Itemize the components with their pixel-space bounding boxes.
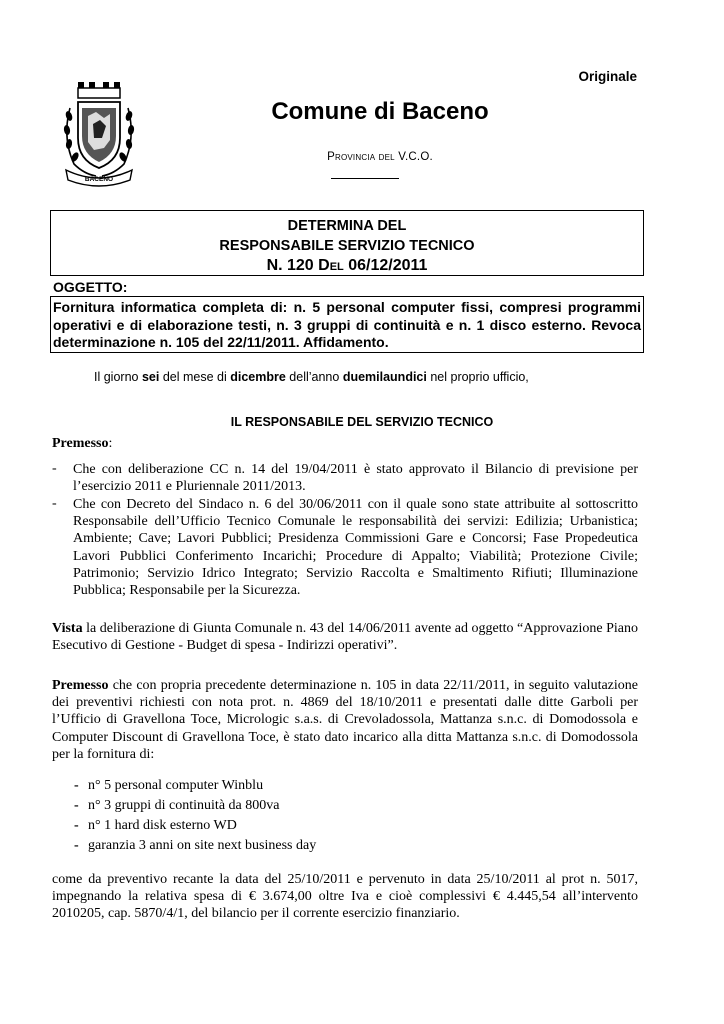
premesso-label: Premesso:	[52, 436, 113, 451]
bullet-dash: -	[52, 461, 57, 476]
determina-title-line1: DETERMINA DEL	[287, 218, 407, 234]
document-status: Originale	[578, 69, 637, 84]
bullet-dash: -	[52, 496, 57, 511]
closing-paragraph: come da preventivo recante la data del 25/10/2011 e pervenuto in data 25/10/2011 al prot n. 5017, impegnando la relativa spesa di € 3.674,00 oltre Iva e cioè complessivi € 4.445,54 all’intervento 2010205, cap. 5870/4/1, del bilancio per il corrente esercizio finanziario.	[52, 872, 638, 922]
oggetto-text: Fornitura informatica completa di: n. 5 personal computer fissi, compresi programmi operativi e di elaborazione testi, n. 3 gruppi di continuità e n. 1 disco esterno. Revoca determinazione n. 105 del 22/11/2011. Affidamento.	[50, 296, 644, 353]
premesso-item-2: Che con Decreto del Sindaco n. 6 del 30/06/2011 con il quale sono state attribuite al sottoscritto Responsabile dell’Ufficio Tecnico Comunale le responsabilità dei servizi: Edilizia; Urbanistica; Ambiente; Cave; Lavori Pubblici; Presidenza Commissioni Gare e Concorsi; Fase Propedeutica Lavori Pubblici Conferimento Incarichi; Procedure di Appalto; Viabilità; Protezione Civile; Patrimonio; Servizio Idrico Integrato; Servizio Raccolta e Smaltimento Rifiuti; Illuminazione Pubblica; Responsabile per la Sicurezza.	[73, 497, 638, 599]
crest-banner-text: BACENO	[84, 176, 114, 183]
header-divider	[331, 178, 399, 179]
vista-paragraph: Vista la deliberazione di Giunta Comunale n. 43 del 14/06/2011 avente ad oggetto “Approvazione Piano Esecutivo di Gestione - Budget di spesa - Indirizzi operativi”.	[52, 621, 638, 654]
premesso-paragraph: Premesso che con propria precedente determinazione n. 105 in data 22/11/2011, in seguito valutazione dei preventivi richiesti con nota prot. n. 4869 del 18/10/2011 e presentati dalle ditte Garboli per l’Ufficio di Gravellona Toce, Micrologic s.a.s. di Crevoladossola, Mattanza s.n.c. di Domodossola e Computer Discount di Gravellona Toce, è stato dato incarico alla ditta Mattanza s.n.c. di Domodossola per la fornitura di:	[52, 678, 638, 762]
supply-list-item: - n° 1 hard disk esterno WD	[74, 818, 237, 833]
section-heading: IL RESPONSABILE DEL SERVIZIO TECNICO	[230, 415, 494, 429]
determina-title-line2: RESPONSABILE SERVIZIO TECNICO	[219, 238, 475, 254]
supply-list-item: - n° 3 gruppi di continuità da 800va	[74, 798, 280, 813]
municipality-name: Comune di Baceno	[271, 98, 489, 125]
supply-list-item: - garanzia 3 anni on site next business day	[74, 838, 317, 853]
determina-title-box	[50, 210, 644, 276]
oggetto-label: OGGETTO:	[53, 279, 128, 295]
province-label: Provincia del V.C.O.	[327, 151, 433, 163]
determina-number: N. 120 Del 06/12/2011	[266, 257, 428, 274]
supply-list-item: - n° 5 personal computer Winblu	[74, 778, 264, 793]
municipal-crest-logo	[60, 78, 138, 188]
premesso-item-1: Che con deliberazione CC n. 14 del 19/04/2011 è stato approvato il Bilancio di previsione per l’esercizio 2011 e Pluriennale 2011/2013.	[73, 462, 638, 495]
intro-sentence: Il giorno sei del mese di dicembre dell’anno duemilaundici nel proprio ufficio,	[94, 370, 529, 384]
